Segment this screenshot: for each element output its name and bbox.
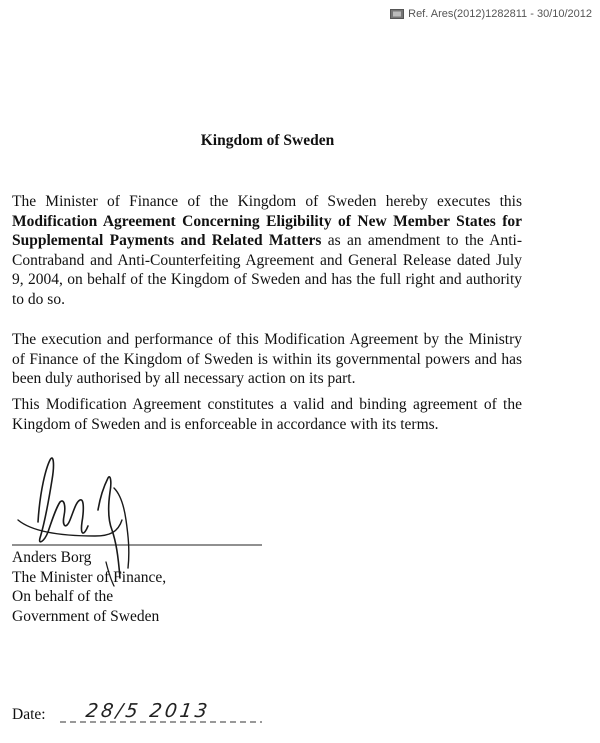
- signatory-role: The Minister of Finance,: [12, 568, 167, 586]
- document-title: Kingdom of Sweden: [200, 132, 335, 149]
- execution-paragraph: [12, 192, 522, 309]
- execution-intro: The Minister of Finance of the Kingdom of Sweden hereby executes this: [12, 193, 522, 210]
- signatory-details: [12, 548, 166, 626]
- reference-stamp: [390, 8, 592, 20]
- signatory-behalf: On behalf of the: [12, 588, 114, 605]
- agreement-name: Modification Agreement Concerning Eligibility of New Member States for Supplemental Payments and Related Matters: [12, 212, 522, 249]
- document-stamp-icon: [390, 9, 404, 19]
- date-label: Date:: [12, 706, 46, 723]
- date-row: [12, 700, 312, 728]
- validity-paragraph: This Modification Agreement constitutes a valid and binding agreement of the Kingdom of Sweden and is enforceable in accordance with its terms.: [12, 396, 522, 433]
- reference-text: Ref. Ares(2012)1282811 - 30/10/2012: [408, 8, 592, 20]
- execution-rest: as an amendment to the Anti-Contraband and Anti-Counterfeiting Agreement and General Release dated July 9, 2004, on behalf of the Kingdom of Sweden and has the full right and authority to do so.: [12, 232, 522, 308]
- performance-paragraph: The execution and performance of this Modification Agreement by the Ministry of Finance of the Kingdom of Sweden is within its governmental powers and has been duly authorised by all necessary action on its part.: [12, 331, 522, 387]
- date-value: 28/5 2013: [84, 700, 212, 722]
- signatory-name: Anders Borg: [12, 549, 92, 566]
- signatory-government: Government of Sweden: [12, 607, 160, 625]
